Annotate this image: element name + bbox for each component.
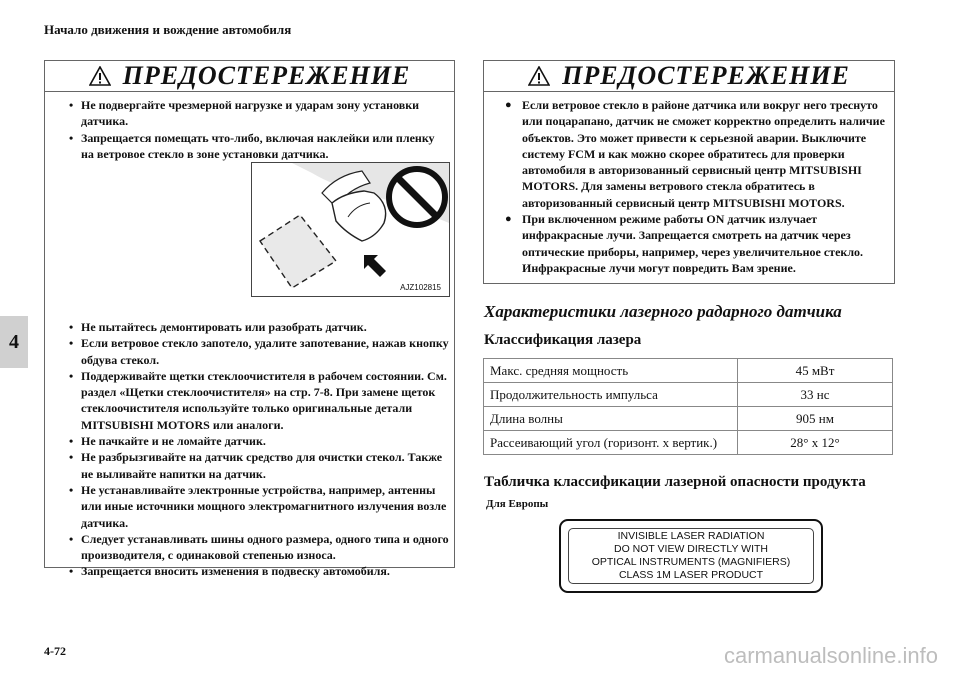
list-item: • Не пытайтесь демонтировать или разобрать датчик. bbox=[65, 319, 449, 335]
table-cell-value: 33 нс bbox=[738, 383, 893, 407]
laser-class-title: Классификация лазера bbox=[484, 332, 642, 348]
table-row bbox=[484, 383, 893, 407]
table-cell-value: 28° х 12° bbox=[738, 431, 893, 455]
sensor-figure bbox=[251, 162, 450, 297]
laser-label-line: DO NOT VIEW DIRECTLY WITH bbox=[613, 543, 768, 555]
table-cell-param: Рассеивающий угол (горизонт. х вертик.) bbox=[484, 431, 738, 455]
chapter-tab: 4 bbox=[0, 316, 28, 368]
table-cell-value: 905 нм bbox=[738, 407, 893, 431]
warning-triangle-icon bbox=[89, 66, 111, 86]
table-cell-param: Длина волны bbox=[484, 407, 738, 431]
list-item: • Не разбрызгивайте на датчик средство для очистки стекол. Также не выливайте напитки на датчик. bbox=[65, 449, 449, 482]
laser-spec-table bbox=[483, 358, 893, 455]
warning-triangle-icon bbox=[528, 66, 550, 86]
list-item: ● Если ветровое стекло в районе датчика или вокруг него треснуто или поцарапано, датчик не сможет корректно определить наличие объектов. Это может привести к серьезной аварии. Выключите систему FCM и как можно скорее обратитесь для проверки автомобиля в авторизованный сервисный центр MITSUBISHI MOTORS. Для замены ветрового стекла обратитесь в авторизованный сервисный центр MITSUBISHI MOTORS. bbox=[502, 97, 886, 211]
table-row bbox=[484, 359, 893, 383]
table-cell-value: 45 мВт bbox=[738, 359, 893, 383]
table-row bbox=[484, 431, 893, 455]
list-item: • Следует устанавливать шины одного размера, одного типа и одного производителя, с одинаковой степенью износа. bbox=[65, 531, 449, 564]
section-title: Характеристики лазерного радарного датчика bbox=[484, 302, 842, 321]
laser-warning-label bbox=[559, 519, 823, 593]
list-item: ● При включенном режиме работы ON датчик излучает инфракрасные лучи. Запрещается смотреть на датчик через оптические приборы, например, через увеличительное стекло. Инфракрасные лучи могут повредить Вам зрение. bbox=[502, 211, 886, 276]
right-warning-box bbox=[483, 60, 895, 284]
list-item: • Не устанавливайте электронные устройства, например, антенны или иные источники мощного электромагнитного излучения возле датчика. bbox=[65, 482, 449, 531]
warning-title: ПРЕДОСТЕРЕЖЕНИЕ bbox=[562, 61, 850, 90]
watermark: carmanualsonline.info bbox=[723, 643, 938, 668]
table-cell-param: Продолжительность импульса bbox=[484, 383, 738, 407]
page-header: Начало движения и вождение автомобиля bbox=[44, 22, 292, 37]
laser-label-line: INVISIBLE LASER RADIATION bbox=[617, 530, 765, 542]
right-warning-list bbox=[502, 97, 886, 276]
left-warning-list-top bbox=[65, 97, 445, 162]
laser-label-line: CLASS 1M LASER PRODUCT bbox=[618, 569, 764, 581]
left-warning-list-bottom bbox=[65, 319, 449, 580]
right-warning-header bbox=[484, 61, 894, 92]
left-warning-box bbox=[44, 60, 455, 579]
sensor-illustration bbox=[252, 163, 449, 296]
table-row bbox=[484, 407, 893, 431]
warning-title: ПРЕДОСТЕРЕЖЕНИЕ bbox=[122, 61, 411, 90]
europe-note: Для Европы bbox=[486, 498, 549, 510]
list-item: • Не подвергайте чрезмерной нагрузке и ударам зону установки датчика. bbox=[65, 97, 445, 130]
page-number: 4-72 bbox=[44, 644, 66, 658]
laser-label-line: OPTICAL INSTRUMENTS (MAGNIFIERS) bbox=[591, 556, 791, 568]
left-warning-header bbox=[45, 61, 454, 92]
figure-label: AJZ102815 bbox=[400, 283, 441, 292]
plate-title: Табличка классификации лазерной опасности продукта bbox=[484, 474, 866, 490]
list-item: • Запрещается помещать что-либо, включая наклейки или пленку на ветровое стекло в зоне установки датчика. bbox=[65, 130, 445, 163]
list-item: • Не пачкайте и не ломайте датчик. bbox=[65, 433, 449, 449]
laser-warning-label-inner bbox=[568, 528, 814, 584]
list-item: • Поддерживайте щетки стеклоочистителя в рабочем состоянии. См. раздел «Щетки стеклоочистителя» на стр. 7-8. При замене щеток стеклоочистителя используйте только оригинальные детали MITSUBISHI MOTORS или аналоги. bbox=[65, 368, 449, 433]
list-item: • Запрещается вносить изменения в подвеску автомобиля. bbox=[65, 563, 449, 579]
list-item: • Если ветровое стекло запотело, удалите запотевание, нажав кнопку обдува стекол. bbox=[65, 335, 449, 368]
table-cell-param: Макс. средняя мощность bbox=[484, 359, 738, 383]
